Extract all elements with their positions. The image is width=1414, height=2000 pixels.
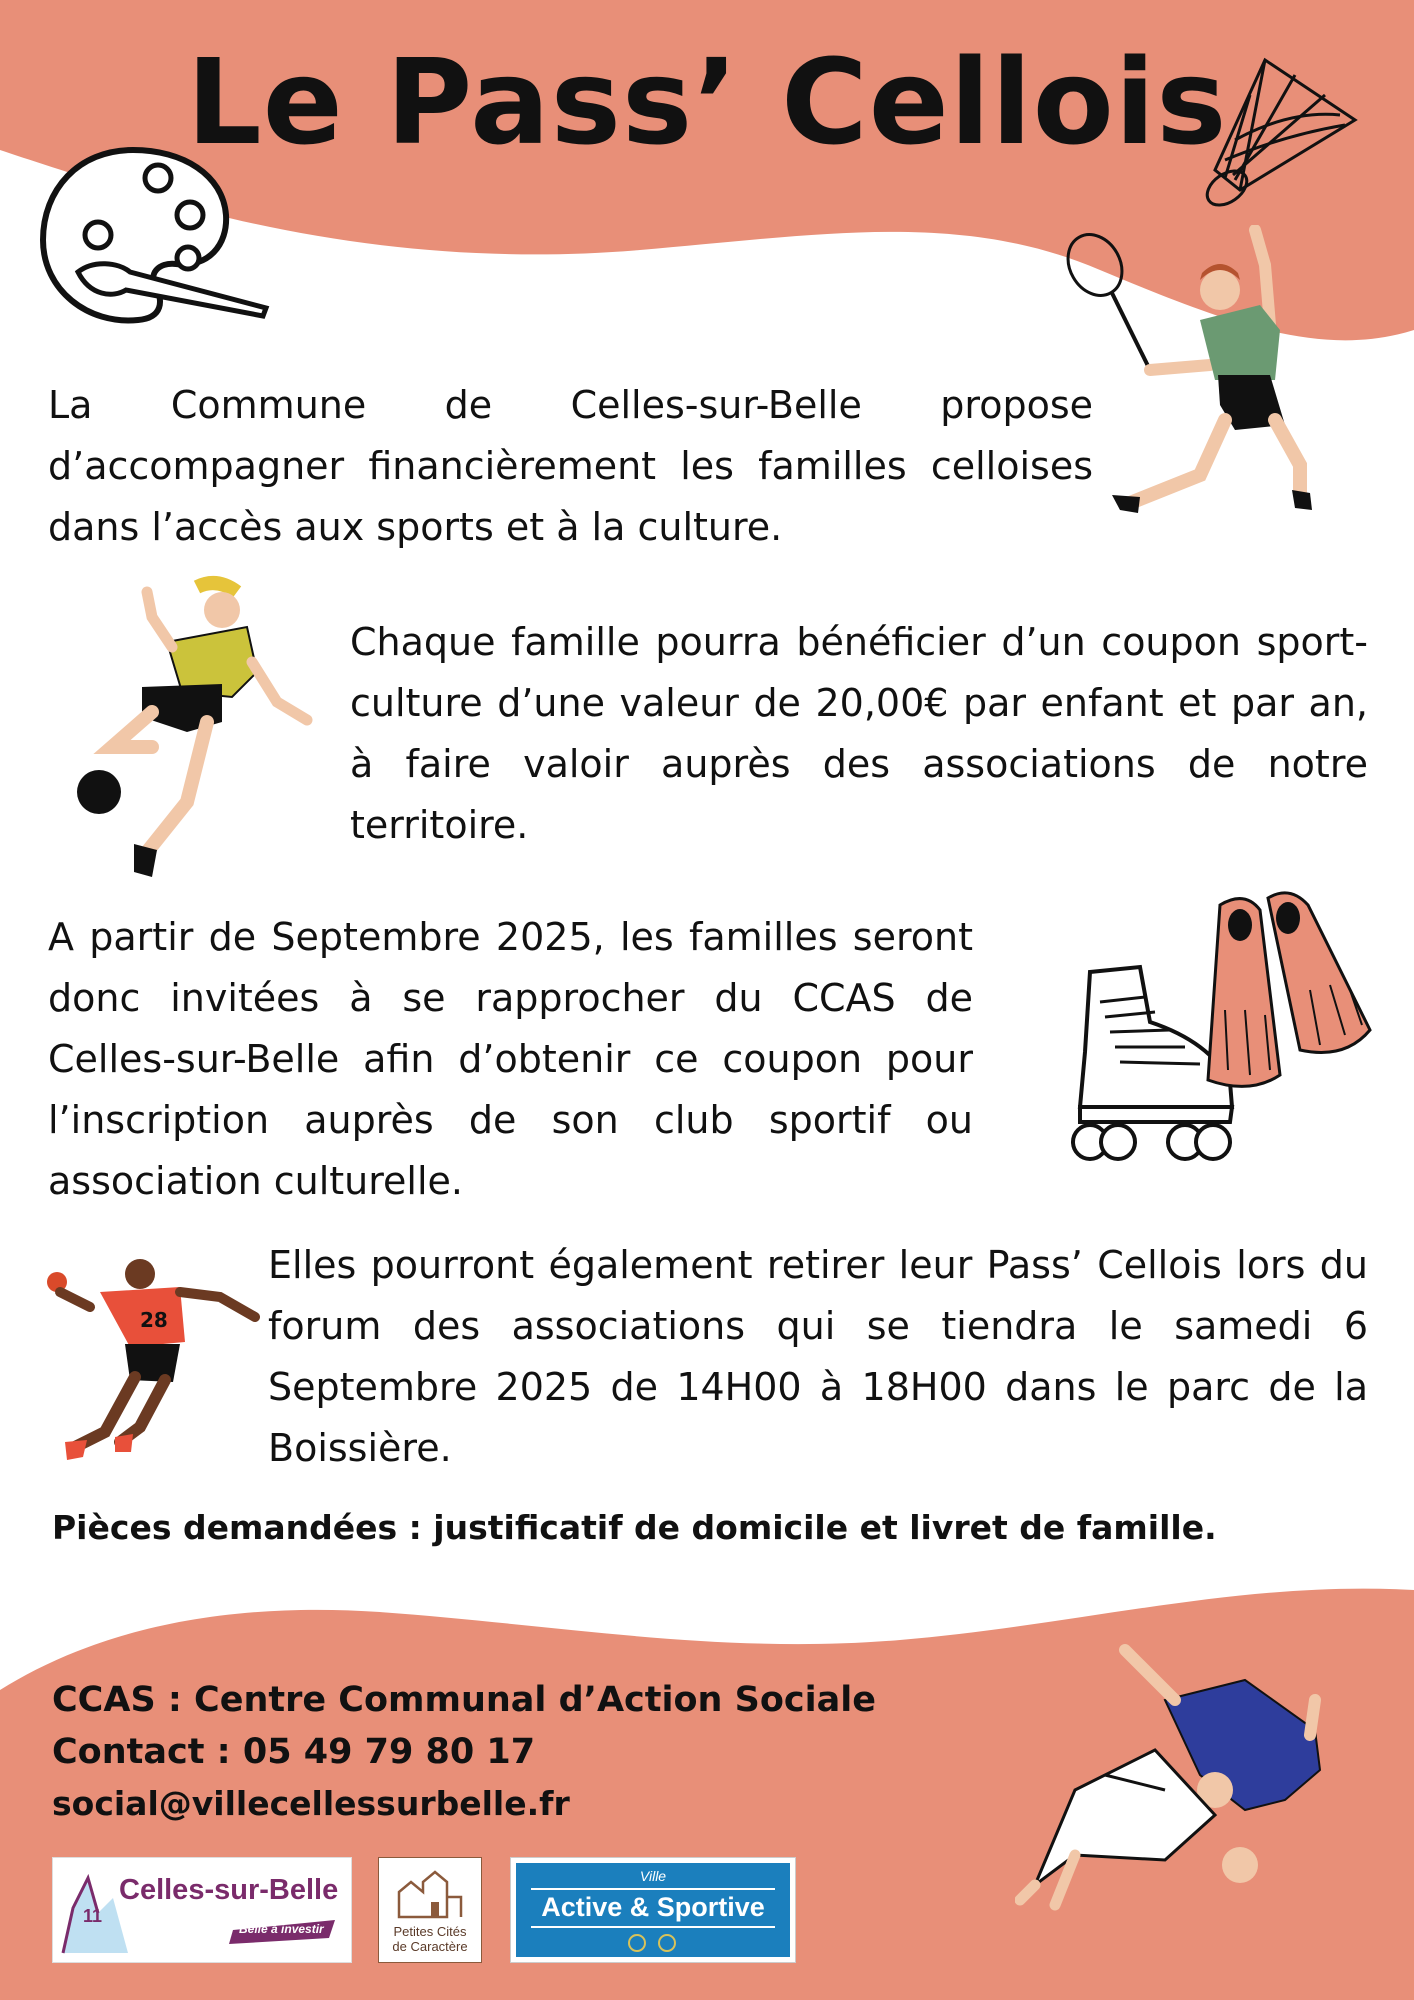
palette-icon <box>38 140 273 330</box>
jersey-number: 28 <box>140 1308 168 1332</box>
badminton-player-illustration <box>1060 225 1340 520</box>
page-title: Le Pass’ Cellois <box>186 33 1228 171</box>
swim-fins-icon <box>1200 890 1375 1095</box>
celles-logo-tagline: Belle à investir <box>239 1922 324 1936</box>
petites-cites-line1: Petites Cités <box>393 1924 467 1939</box>
celles-sur-belle-logo[interactable] <box>52 1857 352 1963</box>
coupon-paragraph: Chaque famille pourra bénéficier d’un coupon sport-culture d’une valeur de 20,00€ par enfant et par an, à faire valoir auprès des associations de notre territoire. <box>350 620 1368 847</box>
ccas-line: CCAS : Centre Communal d’Action Sociale <box>52 1680 877 1720</box>
petites-cites-line2: de Caractère <box>392 1939 468 1954</box>
active-logo-small: Ville <box>639 1868 667 1884</box>
shuttlecock-icon <box>1195 50 1365 220</box>
documents-required: Pièces demandées : justificatif de domicile et livret de famille. <box>52 1508 1217 1547</box>
intro-paragraph: La Commune de Celles-sur-Belle propose d’accompagner financièrement les familles celloises dans l’accès aux sports et à la culture. <box>48 383 1093 549</box>
email-line[interactable]: social@villecellessurbelle.fr <box>52 1784 570 1823</box>
september-paragraph: A partir de Septembre 2025, les familles seront donc invitées à se rapprocher du CCAS de Celles-sur-Belle afin d’obtenir ce coupon pour l’inscription auprès de son club sportif ou association culturelle. <box>48 915 973 1203</box>
active-logo-main: Active & Sportive <box>541 1892 765 1922</box>
forum-paragraph: Elles pourront également retirer leur Pass’ Cellois lors du forum des associations qui se tiendra le samedi 6 Septembre 2025 de 14H00 à 18H00 dans le parc de la Boissière. <box>268 1243 1368 1470</box>
football-player-illustration <box>72 572 317 887</box>
celles-logo-name: Celles-sur-Belle <box>119 1874 339 1906</box>
petites-cites-logo[interactable] <box>378 1857 482 1963</box>
handball-player-illustration <box>45 1252 260 1464</box>
judo-illustration <box>1015 1640 1345 1915</box>
ville-active-sportive-logo[interactable] <box>510 1857 796 1963</box>
phone-line[interactable]: Contact : 05 49 79 80 17 <box>52 1732 536 1772</box>
celles-logo-number: 11 <box>83 1906 103 1926</box>
